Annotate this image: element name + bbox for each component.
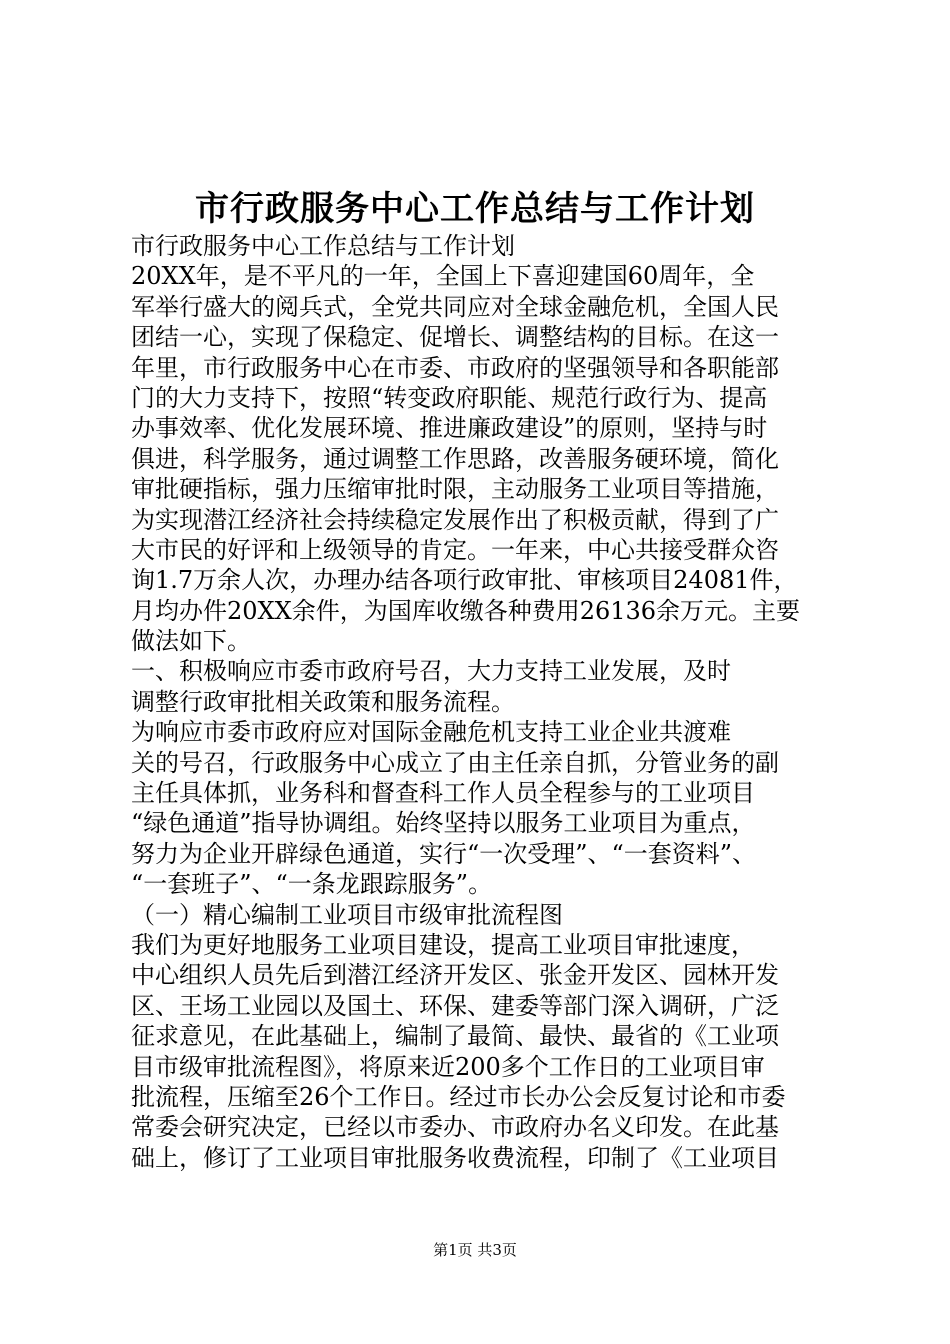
text-line: 20XX年，是不平凡的一年，全国上下喜迎建国60周年，全	[131, 262, 755, 291]
text-line: 团结一心，实现了保稳定、促增长、调整结构的目标。在这一	[131, 323, 779, 352]
text-line: 我们为更好地服务工业项目建设，提高工业项目审批速度，	[131, 930, 755, 959]
text-line: 门的大力支持下，按照“转变政府职能、规范行政行为、提高	[131, 383, 768, 412]
text-line: 审批硬指标，强力压缩审批时限，主动服务工业项目等措施，	[131, 475, 779, 504]
text-line: 主任具体抓，业务科和督查科工作人员全程参与的工业项目	[131, 779, 755, 808]
text-line: 础上，修订了工业项目审批服务收费流程，印制了《工业项目	[131, 1143, 779, 1172]
text-line: “一套班子”、“一条龙跟踪服务”。	[131, 870, 493, 899]
text-line: 征求意见，在此基础上，编制了最简、最快、最省的《工业项	[131, 1022, 779, 1051]
text-line: 区、王场工业园以及国土、环保、建委等部门深入调研，广泛	[131, 991, 779, 1020]
text-line: 批流程，压缩至26个工作日。经过市长办公会反复讨论和市委	[131, 1082, 786, 1111]
text-line: 调整行政审批相关政策和服务流程。	[131, 687, 515, 716]
text-line: 目市级审批流程图》，将原来近200多个工作日的工业项目审	[131, 1052, 765, 1081]
text-line: 年里，市行政服务中心在市委、市政府的坚强领导和各职能部	[131, 353, 779, 382]
text-line: 做法如下。	[131, 627, 251, 656]
text-line: 中心组织人员先后到潜江经济开发区、张金开发区、园林开发	[131, 961, 779, 990]
page-footer: 第1页 共3页	[433, 1241, 517, 1259]
text-line: 市行政服务中心工作总结与工作计划	[131, 232, 515, 260]
text-line: “绿色通道”指导协调组。始终坚持以服务工业项目为重点，	[131, 809, 756, 838]
text-line: 一、积极响应市委市政府号召，大力支持工业发展，及时	[131, 657, 731, 686]
text-line: 为实现潜江经济社会持续稳定发展作出了积极贡献，得到了广	[131, 505, 779, 534]
document-body	[131, 231, 841, 1173]
text-line: 询1.7万余人次，办理办结各项行政审批、审核项目24081件，	[131, 566, 798, 595]
text-line: 为响应市委市政府应对国际金融危机支持工业企业共渡难	[131, 718, 731, 747]
text-line: 俱进，科学服务，通过调整工作思路，改善服务硬环境，简化	[131, 444, 779, 473]
document-title: 市行政服务中心工作总结与工作计划	[195, 189, 755, 229]
text-line: 努力为企业开辟绿色通道，实行“一次受理”、“一套资料”、	[131, 839, 757, 868]
text-line: 常委会研究决定，已经以市委办、市政府办名义印发。在此基	[131, 1113, 779, 1142]
text-line: 军举行盛大的阅兵式，全党共同应对全球金融危机，全国人民	[131, 292, 779, 321]
text-line: 关的号召，行政服务中心成立了由主任亲自抓，分管业务的副	[131, 748, 779, 777]
text-line: 月均办件20XX余件，为国库收缴各种费用26136余万元。主要	[131, 596, 801, 625]
text-line: 大市民的好评和上级领导的肯定。一年来，中心共接受群众咨	[131, 535, 779, 564]
text-line: （一）精心编制工业项目市级审批流程图	[131, 900, 563, 929]
text-line: 办事效率、优化发展环境、推进廉政建设”的原则，坚持与时	[131, 414, 768, 443]
